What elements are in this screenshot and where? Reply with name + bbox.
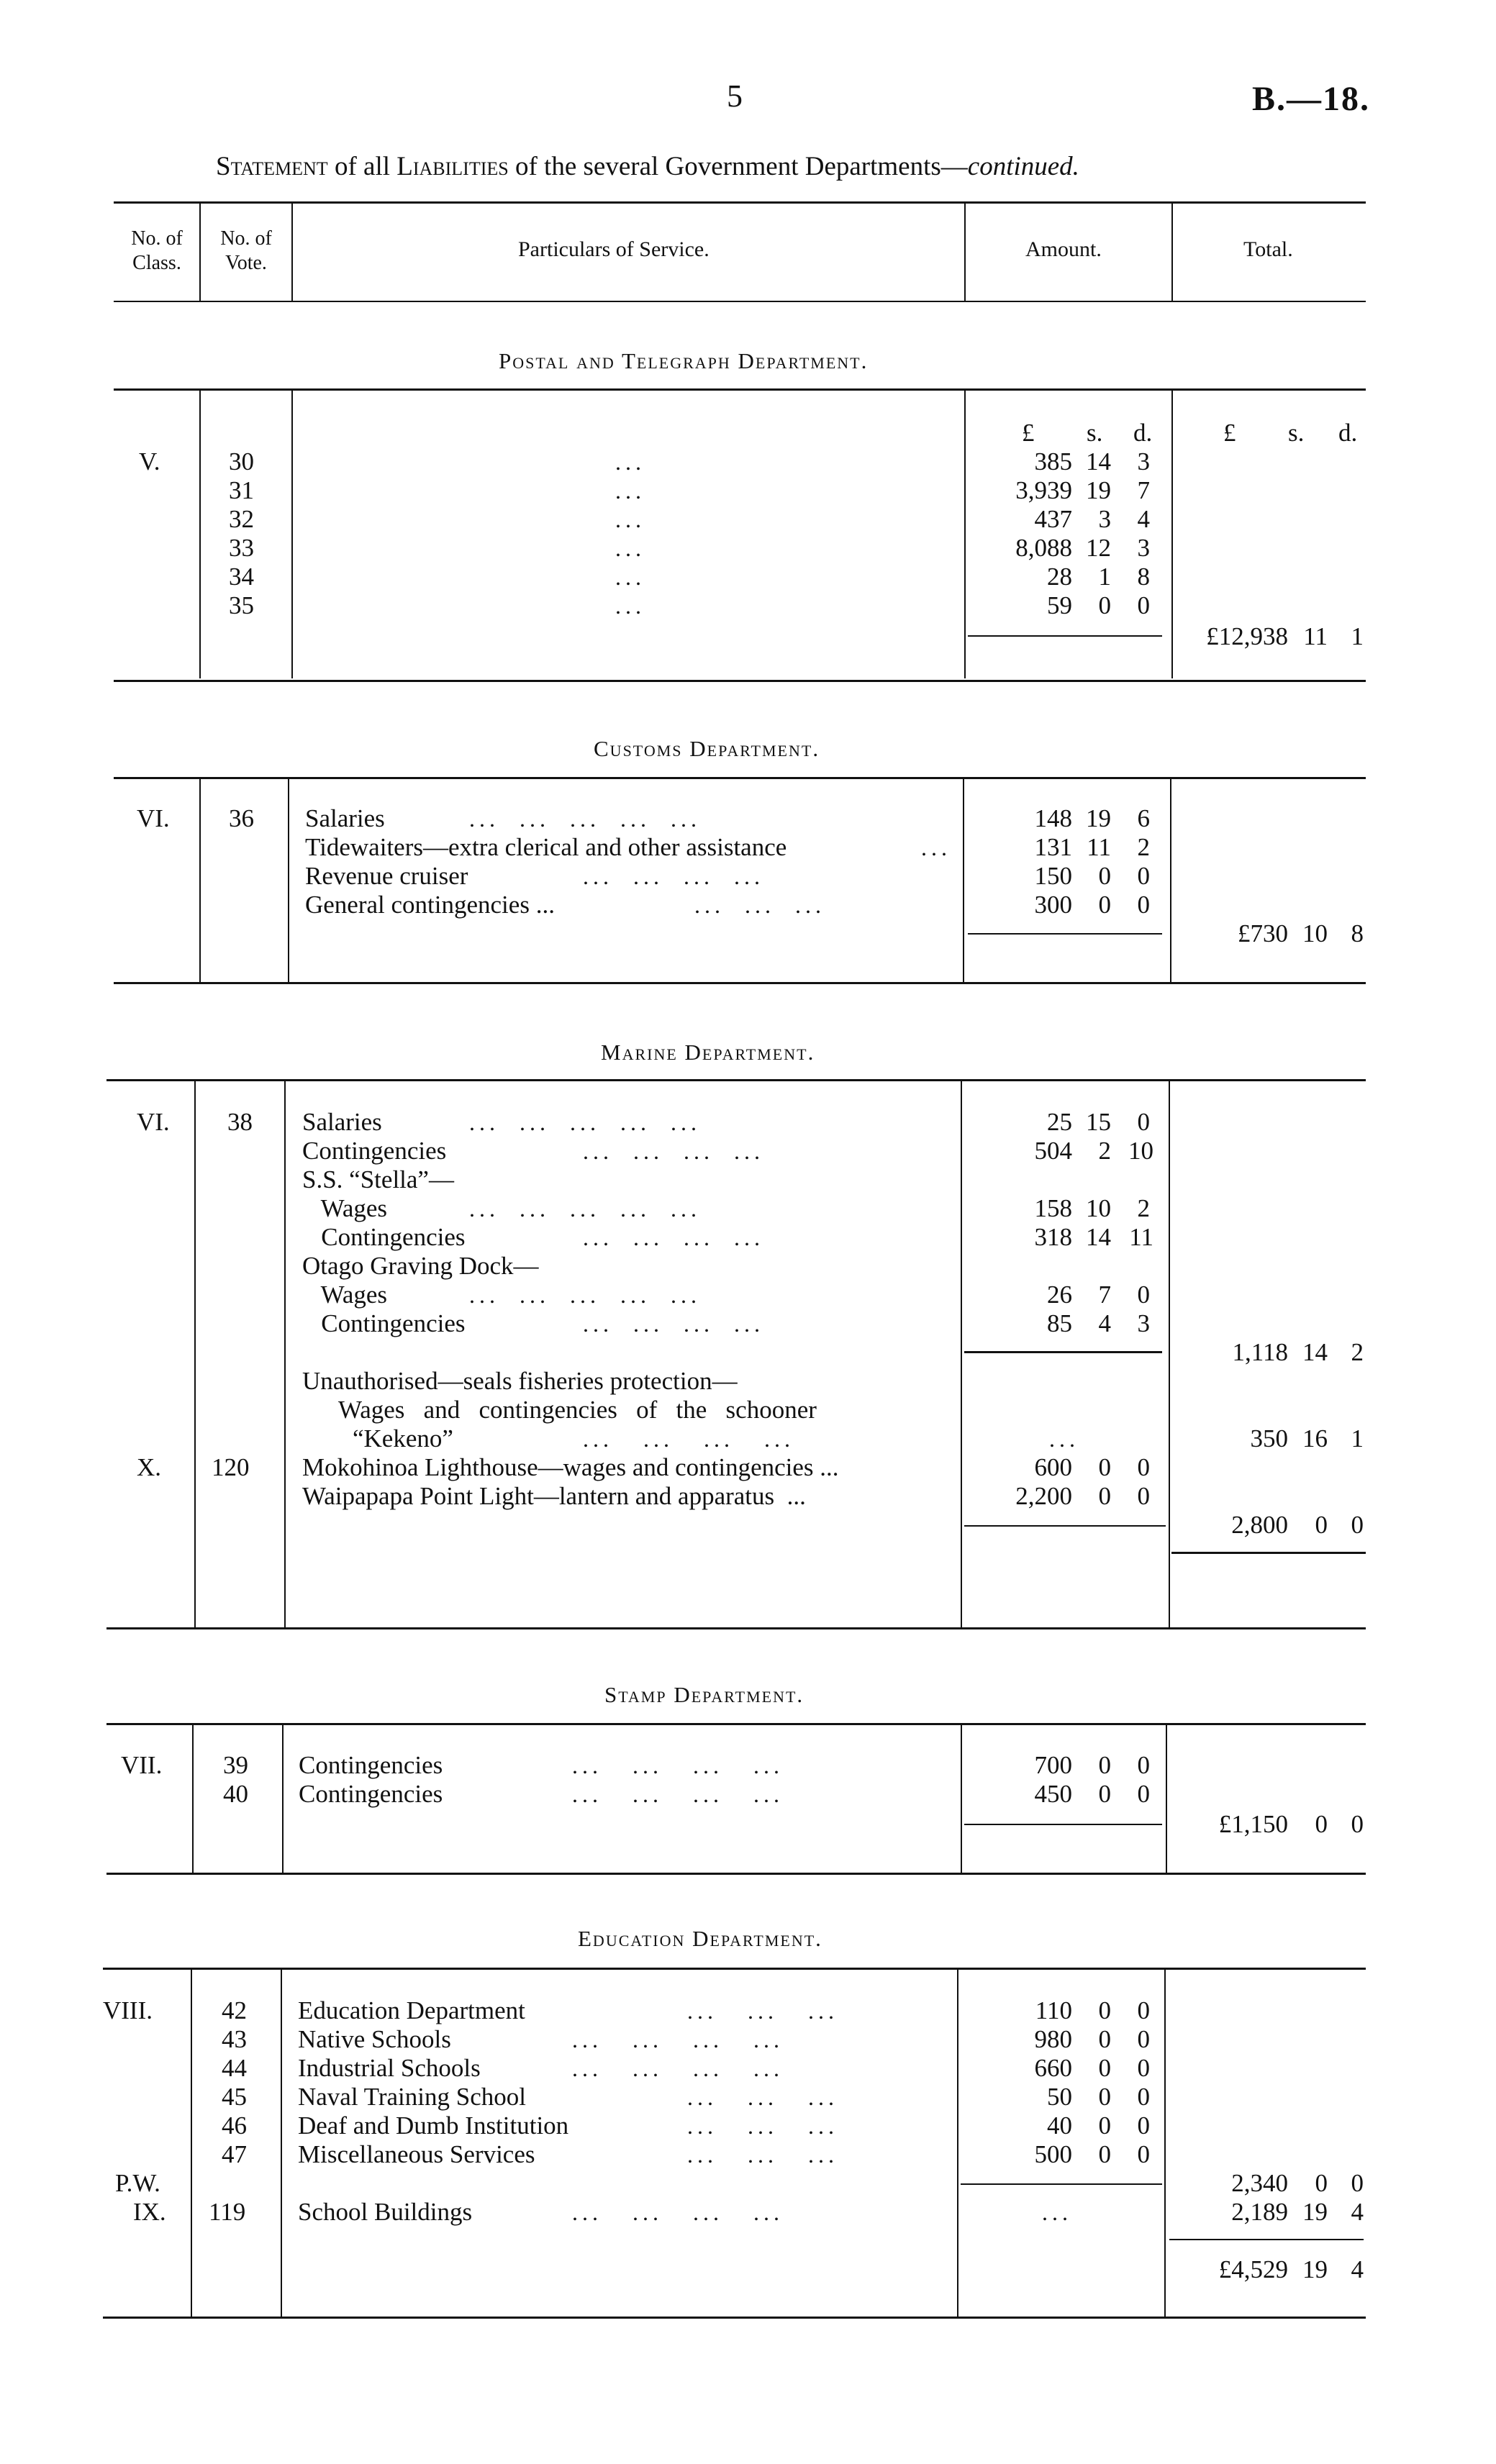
leader-dots: ... ... ... ... xyxy=(583,1138,764,1164)
sum-rule xyxy=(964,1525,1166,1527)
leader-dots: ... ... ... ... xyxy=(572,2055,784,2081)
amount-pence: 0 xyxy=(1137,1780,1150,1808)
amount-shillings: 0 xyxy=(1098,1482,1111,1510)
amount-shillings: 11 xyxy=(1087,833,1111,861)
amount-pounds: 3,939 xyxy=(1015,476,1072,504)
amount-pounds: 50 xyxy=(1047,2083,1072,2111)
amount-pence: 3 xyxy=(1137,1309,1150,1337)
marine-class-1: VI. xyxy=(137,1108,170,1136)
statement-mid1: of all xyxy=(327,152,397,181)
column-divider xyxy=(288,779,289,982)
amount-pence: 0 xyxy=(1137,2111,1150,2140)
amount-shillings: 0 xyxy=(1098,1780,1111,1808)
amount-blank: ... xyxy=(1042,2199,1072,2225)
postal-bottom-rule xyxy=(114,680,1366,682)
amount-pence: 11 xyxy=(1129,1223,1153,1251)
leader-dots: ... ... ... ... xyxy=(572,1752,784,1778)
particulars: Waipapapa Point Light—lantern and apparatus ... xyxy=(302,1482,806,1510)
amount-pounds: 980 xyxy=(1034,2025,1072,2053)
amount-pence: 4 xyxy=(1137,505,1150,533)
column-divider xyxy=(957,1970,958,2317)
education-total-shillings: 19 xyxy=(1302,2255,1328,2283)
leader-dots: ... xyxy=(921,835,951,860)
header-divider xyxy=(199,201,201,302)
sum-rule xyxy=(968,635,1162,637)
amount-shillings: 3 xyxy=(1098,505,1111,533)
education-section-title: Education Department. xyxy=(578,1926,822,1951)
particulars: Wages xyxy=(302,1194,388,1222)
sum-rule xyxy=(961,2183,1162,2185)
particulars: Education Department xyxy=(298,1996,525,2024)
total-rule xyxy=(1171,1552,1366,1554)
page-number: 5 xyxy=(727,78,743,114)
pound-unit: £ xyxy=(1022,419,1035,447)
school-buildings-pence: 4 xyxy=(1351,2198,1364,2226)
postal-total-shillings: 11 xyxy=(1303,622,1328,650)
vote-number: 34 xyxy=(229,563,254,591)
leader-dots: ... ... ... ... xyxy=(572,2199,784,2225)
amount-pence: 0 xyxy=(1137,891,1150,919)
particulars: Contingencies xyxy=(302,1137,447,1165)
amount-pence: 6 xyxy=(1137,804,1150,832)
unauthorised-line: Wages and contingencies of the schooner xyxy=(338,1396,817,1424)
particulars: ... xyxy=(615,593,645,619)
stamp-total-pounds: £1,150 xyxy=(1218,1810,1288,1838)
column-divider xyxy=(282,1725,284,1873)
stamp-total-pence: 0 xyxy=(1351,1810,1364,1838)
amount-pence: 8 xyxy=(1137,563,1150,591)
amount-pounds: 450 xyxy=(1034,1780,1072,1808)
leader-dots: ... ... ... xyxy=(687,2113,838,2139)
amount-pounds: 148 xyxy=(1034,804,1072,832)
leader-dots: ... ... ... ... ... xyxy=(469,806,701,832)
header-bottom-rule xyxy=(114,301,1366,302)
column-divider xyxy=(1166,1725,1167,1873)
customs-top-rule xyxy=(114,777,1366,779)
vote-number: 46 xyxy=(222,2111,247,2140)
header-total: Total. xyxy=(1243,237,1293,261)
marine-subtotal-2-pence: 1 xyxy=(1351,1424,1364,1453)
marine-subtotal-1-shillings: 14 xyxy=(1302,1338,1328,1366)
customs-total-shillings: 10 xyxy=(1302,919,1328,947)
particulars: Revenue cruiser xyxy=(305,862,468,890)
postal-top-rule xyxy=(114,388,1366,391)
vote-number: 44 xyxy=(222,2054,247,2082)
sum-rule xyxy=(964,1824,1162,1825)
particulars: General contingencies ... xyxy=(305,891,555,919)
particulars: Salaries xyxy=(302,1108,382,1136)
header-divider xyxy=(964,201,966,302)
amount-pence: 0 xyxy=(1137,862,1150,890)
postal-total-pounds: £12,938 xyxy=(1206,622,1288,650)
amount-pounds: 660 xyxy=(1034,2054,1072,2082)
sum-rule xyxy=(968,933,1162,935)
pence-unit: d. xyxy=(1133,419,1153,447)
customs-total-pence: 8 xyxy=(1351,919,1364,947)
amount-pence: 0 xyxy=(1137,2083,1150,2111)
amount-pounds: 85 xyxy=(1047,1309,1072,1337)
amount-pence: 3 xyxy=(1137,447,1150,476)
public-works-class-number: IX. xyxy=(133,2198,166,2226)
amount-shillings: 0 xyxy=(1098,591,1111,619)
amount-pounds: 600 xyxy=(1034,1453,1072,1481)
vote-number: 45 xyxy=(222,2083,247,2111)
amount-shillings: 2 xyxy=(1098,1137,1111,1165)
amount-pounds: 28 xyxy=(1047,563,1072,591)
vote-number: 30 xyxy=(229,447,254,476)
vote-number: 33 xyxy=(229,534,254,562)
statement-mid2: of the several Government Departments— xyxy=(508,152,968,181)
amount-shillings: 19 xyxy=(1086,804,1111,832)
postal-total-pence: 1 xyxy=(1351,622,1364,650)
leader-dots: ... ... ... ... xyxy=(583,1311,764,1337)
education-total-pence: 4 xyxy=(1351,2255,1364,2283)
amount-pence: 0 xyxy=(1137,2025,1150,2053)
column-divider xyxy=(961,1725,962,1873)
amount-shillings: 0 xyxy=(1098,2025,1111,2053)
amount-pounds: 59 xyxy=(1047,591,1072,619)
vote-number: 35 xyxy=(229,591,254,619)
amount-pence: 0 xyxy=(1137,1281,1150,1309)
stamp-bottom-rule xyxy=(106,1873,1366,1875)
amount-pence: 0 xyxy=(1137,1751,1150,1779)
particulars: Industrial Schools xyxy=(298,2054,481,2082)
amount-pounds: 700 xyxy=(1034,1751,1072,1779)
particulars: Salaries xyxy=(305,804,385,832)
vote-number: 119 xyxy=(209,2198,246,2226)
leader-dots: ... ... ... xyxy=(694,892,825,918)
marine-subtotal-3-pence: 0 xyxy=(1351,1511,1364,1539)
amount-pence: 0 xyxy=(1137,1453,1150,1481)
column-divider xyxy=(284,1081,286,1627)
amount-pence: 2 xyxy=(1137,833,1150,861)
particulars: S.S. “Stella”— xyxy=(302,1165,454,1194)
amount-shillings: 10 xyxy=(1086,1194,1111,1222)
customs-class: VI. xyxy=(137,804,170,832)
header-divider xyxy=(1171,201,1173,302)
amount-shillings: 1 xyxy=(1098,563,1111,591)
vote-number: 32 xyxy=(229,505,254,533)
amount-shillings: 0 xyxy=(1098,2111,1111,2140)
customs-vote: 36 xyxy=(229,804,254,832)
leader-dots: ... ... ... ... xyxy=(583,1224,764,1250)
customs-bottom-rule xyxy=(114,982,1366,984)
stamp-section-title: Stamp Department. xyxy=(604,1682,804,1707)
amount-pounds: 150 xyxy=(1034,862,1072,890)
vote-number: 43 xyxy=(222,2025,247,2053)
vote-number: 47 xyxy=(222,2140,247,2168)
column-divider xyxy=(1164,1970,1166,2317)
particulars: Tidewaiters—extra clerical and other assistance xyxy=(305,833,787,861)
particulars: Mokohinoa Lighthouse—wages and contingencies ... xyxy=(302,1453,839,1481)
education-bottom-rule xyxy=(103,2317,1366,2319)
amount-shillings: 0 xyxy=(1098,1453,1111,1481)
customs-section-title: Customs Department. xyxy=(594,736,820,761)
amount-pence: 0 xyxy=(1137,1108,1150,1136)
pence-unit: d. xyxy=(1338,419,1358,447)
amount-shillings: 0 xyxy=(1098,1751,1111,1779)
amount-pounds: 40 xyxy=(1047,2111,1072,2140)
particulars: Native Schools xyxy=(298,2025,451,2053)
amount-shillings: 15 xyxy=(1086,1108,1111,1136)
customs-total-pounds: £730 xyxy=(1238,919,1288,947)
amount-shillings: 4 xyxy=(1098,1309,1111,1337)
statement-word: Liabilities xyxy=(396,152,509,181)
vote-number: 40 xyxy=(223,1780,248,1808)
leader-dots: ... ... ... ... ... xyxy=(469,1282,701,1308)
leader-dots: ... ... ... ... xyxy=(583,1426,794,1452)
education-total-pounds: £4,529 xyxy=(1218,2255,1288,2283)
column-divider xyxy=(961,1081,962,1627)
amount-pounds: 504 xyxy=(1034,1137,1072,1165)
header-class: No. of Class. xyxy=(131,227,183,274)
column-divider xyxy=(963,779,964,982)
public-works-class: P.W. xyxy=(115,2169,160,2197)
amount-pounds: 131 xyxy=(1034,833,1072,861)
education-subtotal-shillings: 0 xyxy=(1315,2169,1328,2197)
column-divider xyxy=(964,391,966,678)
education-subtotal-pence: 0 xyxy=(1351,2169,1364,2197)
leader-dots: ... ... ... ... ... xyxy=(469,1109,701,1135)
document-reference: B.—18. xyxy=(1252,80,1371,118)
amount-pounds: 110 xyxy=(1035,1996,1072,2024)
particulars: Wages xyxy=(302,1281,388,1309)
particulars: ... xyxy=(615,535,645,561)
amount-pence: 3 xyxy=(1137,534,1150,562)
column-divider xyxy=(191,1970,192,2317)
column-divider xyxy=(291,391,293,678)
amount-pence: 10 xyxy=(1128,1137,1153,1165)
education-class: VIII. xyxy=(103,1996,153,2024)
header-top-rule xyxy=(114,201,1366,204)
amount-pence: 0 xyxy=(1137,2140,1150,2168)
marine-vote-1: 38 xyxy=(227,1108,253,1136)
stamp-class: VII. xyxy=(121,1751,163,1779)
amount-pence: 2 xyxy=(1137,1194,1150,1222)
amount-pence: 0 xyxy=(1137,1482,1150,1510)
amount-shillings: 0 xyxy=(1098,891,1111,919)
shilling-unit: s. xyxy=(1087,419,1103,447)
amount-shillings: 0 xyxy=(1098,2083,1111,2111)
amount-shillings: 12 xyxy=(1086,534,1111,562)
amount-shillings: 0 xyxy=(1098,2054,1111,2082)
header-divider xyxy=(291,201,293,302)
amount-pounds: 318 xyxy=(1034,1223,1072,1251)
amount-shillings: 19 xyxy=(1086,476,1111,504)
particulars: Naval Training School xyxy=(298,2083,526,2111)
leader-dots: ... ... ... ... xyxy=(572,1781,784,1807)
particulars: Contingencies xyxy=(299,1751,443,1779)
particulars: Contingencies xyxy=(302,1309,466,1337)
marine-subtotal-3-shillings: 0 xyxy=(1315,1511,1328,1539)
particulars: Contingencies xyxy=(302,1223,466,1251)
school-buildings-pounds: 2,189 xyxy=(1231,2198,1288,2226)
amount-blank: ... xyxy=(1049,1426,1079,1452)
amount-shillings: 0 xyxy=(1098,862,1111,890)
marine-subtotal-1-pence: 2 xyxy=(1351,1338,1364,1366)
statement-title xyxy=(216,151,1079,182)
vote-number: 42 xyxy=(222,1996,247,2024)
amount-pence: 7 xyxy=(1137,476,1150,504)
statement-continued: continued. xyxy=(967,152,1079,181)
particulars: ... xyxy=(615,478,645,504)
particulars: ... xyxy=(615,564,645,590)
marine-class-2: X. xyxy=(137,1453,162,1481)
amount-pounds: 8,088 xyxy=(1015,534,1072,562)
column-divider xyxy=(194,1081,196,1627)
header-particulars: Particulars of Service. xyxy=(518,237,710,261)
amount-pounds: 437 xyxy=(1034,505,1072,533)
sum-rule xyxy=(964,1351,1162,1353)
particulars: Deaf and Dumb Institution xyxy=(298,2111,569,2140)
leader-dots: ... ... ... ... xyxy=(583,863,764,889)
amount-shillings: 7 xyxy=(1098,1281,1111,1309)
postal-class: V. xyxy=(139,447,160,476)
column-divider xyxy=(199,779,201,982)
stamp-total-shillings: 0 xyxy=(1315,1810,1328,1838)
column-divider xyxy=(1170,779,1171,982)
amount-shillings: 14 xyxy=(1086,1223,1111,1251)
shilling-unit: s. xyxy=(1288,419,1305,447)
vote-number: 39 xyxy=(223,1751,248,1779)
column-divider xyxy=(199,391,201,678)
column-divider xyxy=(1171,391,1173,678)
unauthorised-schooner: “Kekeno” xyxy=(353,1424,453,1453)
marine-subtotal-1-pounds: 1,118 xyxy=(1232,1338,1288,1366)
statement-prefix: Statement xyxy=(216,152,328,181)
particulars: ... xyxy=(615,506,645,532)
leader-dots: ... ... ... xyxy=(687,2142,838,2168)
marine-section-title: Marine Department. xyxy=(601,1040,815,1065)
particulars: Contingencies xyxy=(299,1780,443,1808)
column-divider xyxy=(192,1725,194,1873)
amount-shillings: 0 xyxy=(1098,1996,1111,2024)
amount-pounds: 500 xyxy=(1034,2140,1072,2168)
amount-pounds: 26 xyxy=(1047,1281,1072,1309)
school-buildings-shillings: 19 xyxy=(1302,2198,1328,2226)
marine-top-rule xyxy=(106,1079,1366,1081)
amount-pounds: 2,200 xyxy=(1015,1482,1072,1510)
unauthorised-heading: Unauthorised—seals fisheries protection— xyxy=(302,1367,738,1395)
leader-dots: ... ... ... xyxy=(687,1998,838,2024)
marine-subtotal-2-shillings: 16 xyxy=(1302,1424,1328,1453)
leader-dots: ... ... ... ... ... xyxy=(469,1196,701,1222)
amount-pence: 0 xyxy=(1137,1996,1150,2024)
particulars: Miscellaneous Services xyxy=(298,2140,535,2168)
leader-dots: ... ... ... ... xyxy=(572,2027,784,2052)
particulars: School Buildings xyxy=(298,2198,473,2226)
marine-bottom-rule xyxy=(106,1627,1366,1629)
amount-pence: 0 xyxy=(1137,2054,1150,2082)
amount-shillings: 14 xyxy=(1086,447,1111,476)
column-divider xyxy=(281,1970,282,2317)
marine-subtotal-2-pounds: 350 xyxy=(1250,1424,1288,1453)
amount-pence: 0 xyxy=(1137,591,1150,619)
sum-rule xyxy=(1169,2239,1364,2240)
education-top-rule xyxy=(103,1968,1366,1970)
particulars: ... xyxy=(615,449,645,475)
amount-pounds: 158 xyxy=(1034,1194,1072,1222)
education-subtotal-pounds: 2,340 xyxy=(1231,2169,1288,2197)
postal-section-title: Postal and Telegraph Department. xyxy=(499,348,869,373)
marine-subtotal-3-pounds: 2,800 xyxy=(1231,1511,1288,1539)
particulars: Otago Graving Dock— xyxy=(302,1252,539,1280)
amount-shillings: 0 xyxy=(1098,2140,1111,2168)
column-divider xyxy=(1169,1081,1170,1627)
stamp-top-rule xyxy=(106,1723,1366,1725)
pound-unit: £ xyxy=(1223,419,1236,447)
amount-pounds: 300 xyxy=(1034,891,1072,919)
amount-pounds: 385 xyxy=(1034,447,1072,476)
header-vote: No. of Vote. xyxy=(220,227,272,274)
amount-pounds: 25 xyxy=(1047,1108,1072,1136)
marine-vote-2: 120 xyxy=(212,1453,250,1481)
header-amount: Amount. xyxy=(1025,237,1102,261)
vote-number: 31 xyxy=(229,476,254,504)
leader-dots: ... ... ... xyxy=(687,2084,838,2110)
